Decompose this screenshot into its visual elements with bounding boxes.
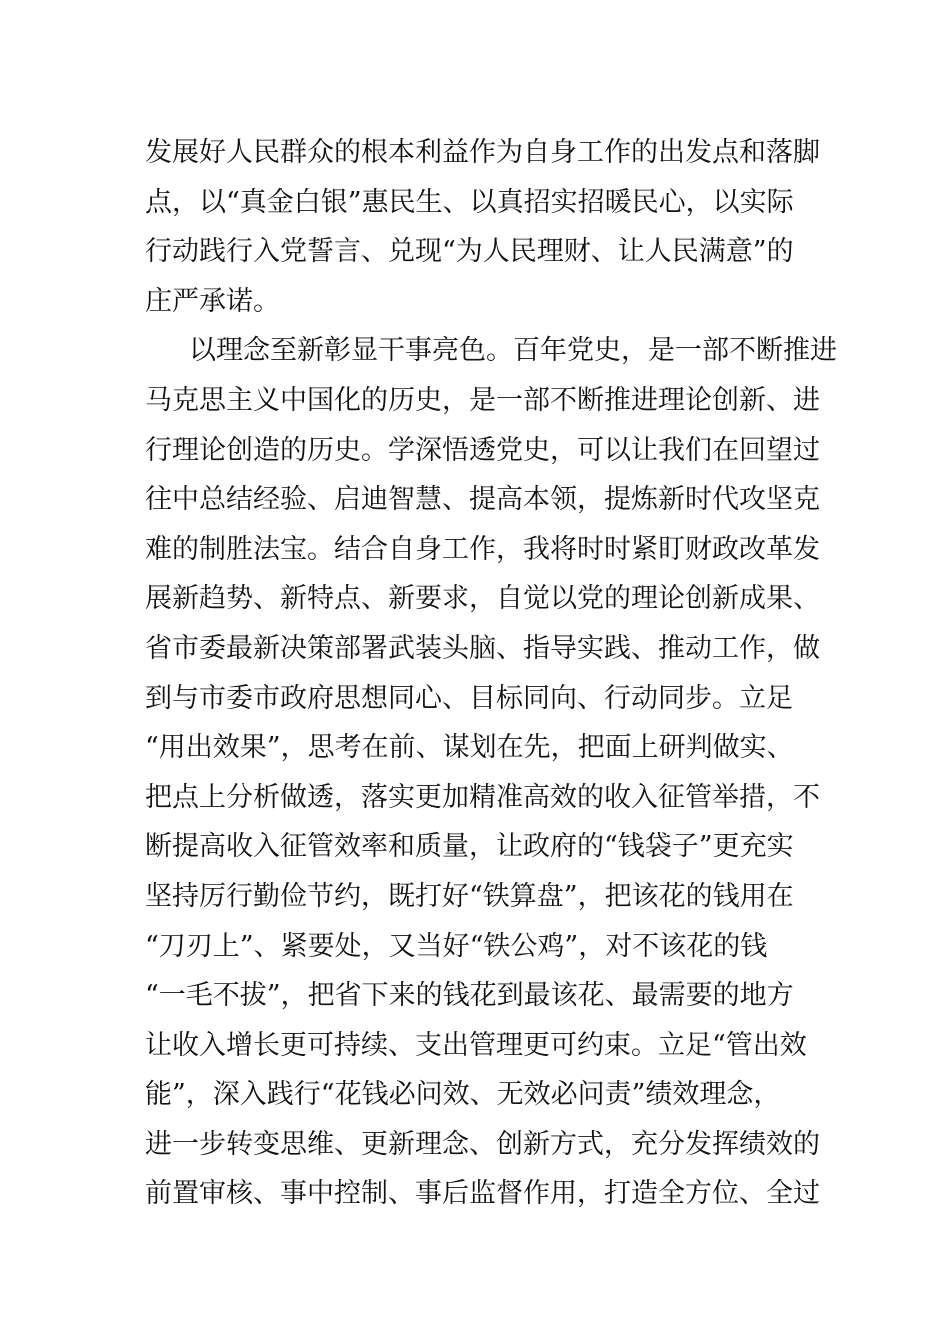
text-line: 点，以“真金白银”惠民生、以真招实招暖民心，以实际 (145, 186, 794, 218)
text-line: 让收入增长更可持续、支出管理更可约束。立足“管出效 (145, 1029, 807, 1061)
text-line: 行动践行入党誓言、兑现“为人民理财、让人民满意”的 (145, 236, 794, 268)
text-line: 坚持厉行勤俭节约，既打好“铁算盘”，把该花的钱用在 (145, 880, 794, 912)
text-line: 断提高收入征管效率和质量，让政府的“钱袋子”更充实 (145, 831, 794, 863)
text-line: 展新趋势、新特点、新要求，自觉以党的理论创新成果、 (145, 583, 820, 615)
text-line: “一毛不拔”，把省下来的钱花到最该花、最需要的地方 (145, 980, 794, 1012)
text-line: 到与市委市政府思想同心、目标同向、行动同步。立足 (145, 682, 793, 714)
text-line: 进一步转变思维、更新理念、创新方式，充分发挥绩效的 (145, 1128, 820, 1160)
text-line: “用出效果”，思考在前、谋划在先，把面上研判做实、 (145, 732, 794, 764)
paragraph-first-line: 以理念至新彰显干事亮色。百年党史，是一部不断推进 (189, 335, 837, 367)
text-line: 庄严承诺。 (145, 285, 280, 317)
text-line: 把点上分析做透，落实更加精准高效的收入征管举措，不 (145, 781, 820, 813)
text-line: 前置审核、事中控制、事后监督作用，打造全方位、全过 (145, 1178, 820, 1210)
text-line: 能”，深入践行“花钱必问效、无效必问责”绩效理念， (145, 1079, 781, 1111)
text-line: 行理论创造的历史。学深悟透党史，可以让我们在回望过 (145, 434, 820, 466)
text-line: 马克思主义中国化的历史，是一部不断推进理论创新、进 (145, 384, 820, 416)
text-line: 省市委最新决策部署武装头脑、指导实践、推动工作，做 (145, 632, 820, 664)
body-text (145, 128, 837, 1219)
text-line: 发展好人民群众的根本利益作为自身工作的出发点和落脚 (145, 137, 820, 168)
text-line: “刀刃上”、紧要处，又当好“铁公鸡”，对不该花的钱 (145, 930, 768, 962)
text-line: 往中总结经验、启迪智慧、提高本领，提炼新时代攻坚克 (145, 484, 820, 516)
text-line: 难的制胜法宝。结合自身工作，我将时时紧盯财政改革发 (145, 533, 820, 565)
